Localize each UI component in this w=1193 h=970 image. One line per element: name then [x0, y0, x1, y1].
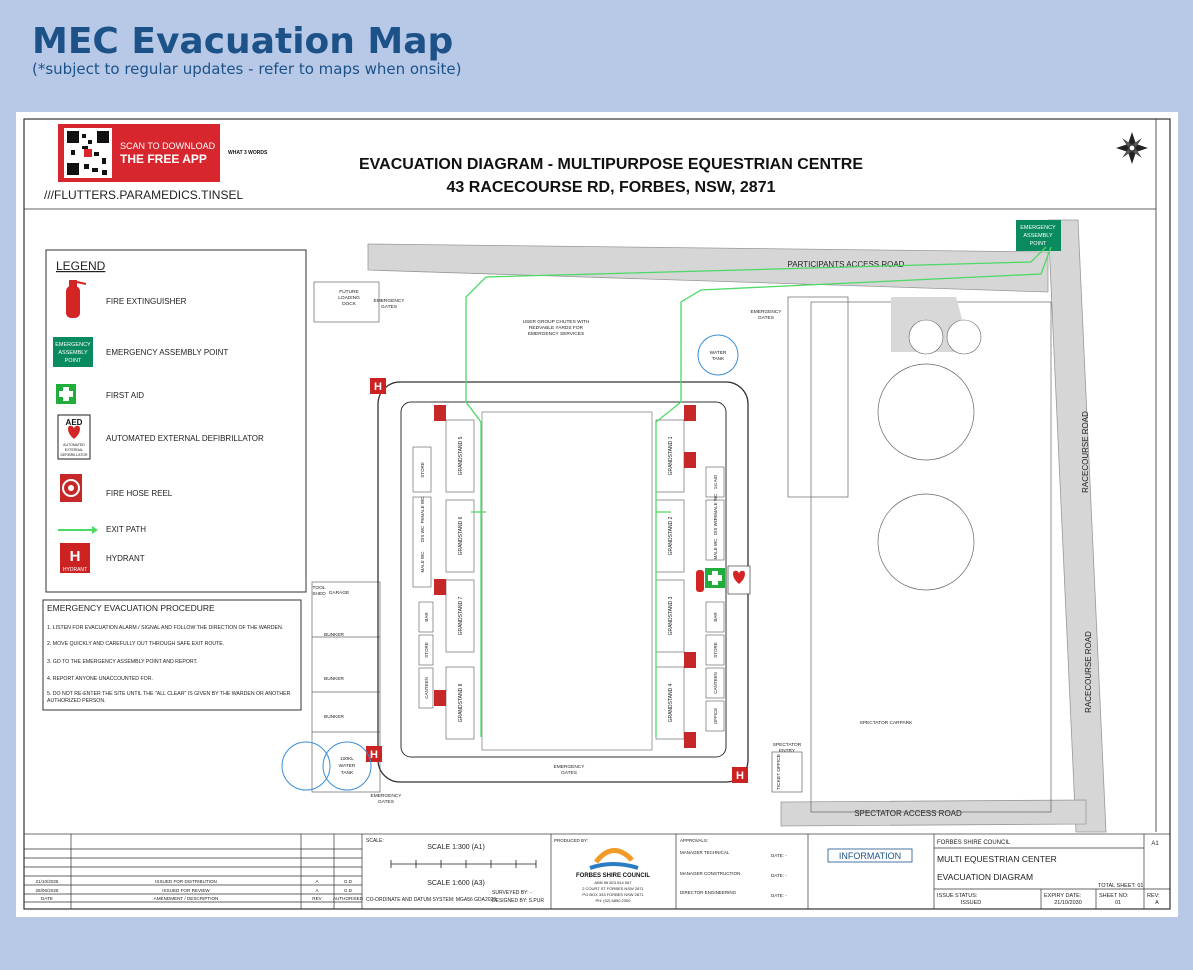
svg-text:WATER: WATER: [709, 351, 727, 356]
diagram-title: EVACUATION DIAGRAM - MULTIPURPOSE EQUESTRIAN CENTRE: [358, 156, 864, 173]
svg-text:ISSUED FOR DISTRIBUTION: ISSUED FOR DISTRIBUTION: [155, 879, 217, 884]
svg-text:AUTHORISED: AUTHORISED: [332, 896, 364, 901]
svg-text:RACECOURSE ROAD: RACECOURSE ROAD: [1084, 631, 1093, 713]
procedure-step-1: 1. LISTEN FOR EVACUATION ALARM / SIGNAL AND FOLLOW THE DIRECTION OF THE WARDEN.: [47, 625, 284, 631]
scale-bar: [391, 860, 536, 868]
arena-outer-building: [378, 382, 748, 782]
svg-text:STORE: STORE: [713, 642, 718, 658]
evacuation-map-sheet: [16, 112, 1178, 917]
map-first-aid-marker: [705, 568, 725, 588]
svg-text:AUTOMATED: AUTOMATED: [63, 443, 85, 447]
diagram-address: 43 RACECOURSE RD, FORBES, NSW, 2871: [446, 179, 776, 196]
svg-text:01: 01: [1114, 900, 1122, 906]
svg-text:STORE: STORE: [424, 642, 429, 658]
svg-text:SPECTATOR CARPARK: SPECTATOR CARPARK: [859, 721, 913, 726]
svg-text:A: A: [315, 879, 319, 884]
map-aed-marker: [728, 566, 750, 594]
svg-text:DATE: DATE: [41, 896, 53, 901]
svg-text:SPECTATOR ACCESS ROAD: SPECTATOR ACCESS ROAD: [854, 809, 962, 818]
emergency-assembly-point-icon: [53, 337, 93, 367]
racecourse-road: [1048, 220, 1106, 832]
svg-text:EMERGENCY: EMERGENCY: [55, 342, 91, 348]
legend-label-hydrant: HYDRANT: [106, 554, 145, 563]
legend-label-fire-extinguisher: FIRE EXTINGUISHER: [106, 297, 187, 306]
svg-text:CO-ORDINATE AND DATUM SYSTEM:: CO-ORDINATE AND DATUM SYSTEM: MGA56 GDA2020: [366, 897, 497, 903]
svg-text:GRANDSTAND 8: GRANDSTAND 8: [458, 683, 464, 723]
svg-text:POINT: POINT: [1029, 241, 1047, 247]
water-tank-100kl: [282, 742, 371, 790]
svg-text:H: H: [374, 381, 382, 393]
svg-text:STORE: STORE: [420, 462, 425, 478]
svg-text:AMENDMENT / DESCRIPTION: AMENDMENT / DESCRIPTION: [153, 896, 219, 901]
svg-text:ENTRY: ENTRY: [778, 749, 796, 754]
svg-text:A: A: [1155, 900, 1159, 906]
svg-text:ABN 96 823 614 067: ABN 96 823 614 067: [594, 880, 632, 885]
svg-text:EMERGENCY: EMERGENCY: [1020, 225, 1056, 231]
svg-text:DATE: -: DATE: -: [771, 893, 787, 898]
svg-text:TANK: TANK: [711, 357, 725, 362]
arena-floor: [482, 412, 652, 750]
svg-text:REDVABLE YARDS FOR: REDVABLE YARDS FOR: [528, 326, 584, 331]
svg-text:LOADING: LOADING: [338, 296, 360, 301]
svg-text:BUNKER: BUNKER: [324, 715, 344, 720]
svg-text:BUNKER: BUNKER: [324, 633, 344, 638]
svg-text:MANAGER TECHNICAL: MANAGER TECHNICAL: [680, 850, 730, 855]
svg-text:SCALE:: SCALE:: [366, 838, 384, 844]
procedure-step-4: 4. REPORT ANYONE UNACCOUNTED FOR.: [47, 676, 153, 682]
svg-text:GATES: GATES: [378, 800, 394, 805]
svg-text:FORBES SHIRE COUNCIL: FORBES SHIRE COUNCIL: [937, 840, 1011, 846]
legend-label-first-aid: FIRST AID: [106, 391, 145, 400]
svg-text:FUTURE: FUTURE: [339, 290, 359, 295]
svg-text:MANAGER CONSTRUCTION: MANAGER CONSTRUCTION: [680, 871, 741, 876]
svg-text:SURVEYED BY: -: SURVEYED BY: -: [492, 890, 532, 896]
svg-text:21/10/2030: 21/10/2030: [1054, 900, 1082, 906]
svg-text:GATES: GATES: [381, 305, 397, 310]
participants-access-road: [368, 244, 1048, 292]
svg-text:CANTEEN: CANTEEN: [424, 677, 429, 699]
svg-text:EXPIRY DATE:: EXPIRY DATE:: [1044, 893, 1082, 899]
svg-text:H: H: [736, 770, 744, 782]
svg-text:EMERGENCY: EMERGENCY: [373, 299, 405, 304]
svg-text:WATER: WATER: [338, 764, 356, 769]
svg-text:FEMALE WC: FEMALE WC: [420, 496, 425, 524]
svg-text:GRANDSTAND 1: GRANDSTAND 1: [668, 436, 674, 476]
svg-text:AED: AED: [65, 418, 83, 427]
svg-text:DIRECTOR ENGINEERING: DIRECTOR ENGINEERING: [680, 890, 737, 895]
fire-hose-reel-icon: [60, 474, 82, 502]
svg-text:TOTAL SHEET: 01: TOTAL SHEET: 01: [1098, 883, 1144, 889]
svg-text:DATE: -: DATE: -: [771, 873, 787, 878]
emergency-assembly-point-marker[interactable]: [1016, 220, 1061, 251]
svg-text:MALE WC: MALE WC: [713, 538, 718, 560]
svg-text:A1: A1: [1151, 841, 1159, 847]
svg-text:MULTI EQUESTRIAN CENTER: MULTI EQUESTRIAN CENTER: [937, 854, 1057, 864]
svg-text:GATES: GATES: [758, 316, 774, 321]
svg-text:GRANDSTAND 2: GRANDSTAND 2: [668, 516, 674, 556]
legend-label-fire-hose-reel: FIRE HOSE REEL: [106, 489, 173, 498]
svg-text:SPECTATOR: SPECTATOR: [772, 743, 802, 748]
spectator-access-road: [781, 800, 1086, 826]
svg-text:REV: REV: [312, 896, 322, 901]
svg-text:OFFICE: OFFICE: [713, 707, 718, 725]
svg-text:PARTICIPANTS ACCESS ROAD: PARTICIPANTS ACCESS ROAD: [787, 260, 905, 269]
svg-text:PRODUCED BY:: PRODUCED BY:: [554, 838, 589, 843]
procedure-step-2: 2. MOVE QUICKLY AND CAREFULLY OUT THROUGH SAFE EXIT ROUTE.: [47, 641, 225, 647]
procedure-step-5: 5. DO NOT RE-ENTER THE SITE UNTIL THE "ALL CLEAR" IS GIVEN BY THE WARDEN OR ANOTHER: [47, 691, 291, 697]
qr-line-2: THE FREE APP: [120, 152, 207, 166]
svg-text:TANK: TANK: [340, 771, 354, 776]
svg-text:BAR: BAR: [424, 612, 429, 622]
page-title: MEC Evacuation Map: [32, 21, 454, 62]
procedure-step-5-cont: AUTHORIZED PERSON.: [47, 698, 106, 704]
svg-text:H: H: [69, 548, 81, 565]
svg-text:USER GROUP CHUTES WITH: USER GROUP CHUTES WITH: [522, 320, 590, 325]
svg-text:DIS WC: DIS WC: [713, 518, 718, 536]
svg-text:ASSEMBLY: ASSEMBLY: [1023, 233, 1053, 239]
svg-text:EVACUATION DIAGRAM: EVACUATION DIAGRAM: [937, 872, 1034, 882]
svg-text:PH: (02) 6850 2300: PH: (02) 6850 2300: [595, 898, 631, 903]
what3words-address: ///FLUTTERS.PARAMEDICS.TINSEL: [44, 188, 244, 202]
svg-text:SHED: SHED: [312, 592, 326, 597]
svg-text:GRANDSTAND 4: GRANDSTAND 4: [668, 683, 674, 723]
aed-icon: [58, 415, 90, 459]
svg-text:EMERGENCY SERVICES: EMERGENCY SERVICES: [527, 332, 585, 337]
svg-text:POINT: POINT: [64, 358, 82, 364]
svg-text:SCALE 1:300 (A1): SCALE 1:300 (A1): [427, 844, 485, 851]
water-tank: [698, 335, 738, 375]
svg-text:DATE: -: DATE: -: [771, 853, 787, 858]
svg-text:TOOL: TOOL: [312, 586, 326, 591]
first-aid-icon: [56, 384, 76, 404]
svg-text:HYDRANT: HYDRANT: [62, 567, 88, 573]
svg-text:2 COURT ST FORBES NSW 2871: 2 COURT ST FORBES NSW 2871: [582, 886, 644, 891]
svg-text:GRANDSTAND 3: GRANDSTAND 3: [668, 596, 674, 636]
svg-text:ISSUE STATUS:: ISSUE STATUS:: [937, 893, 978, 899]
svg-text:MALE WC: MALE WC: [420, 551, 425, 573]
svg-text:APPROVALS:: APPROVALS:: [680, 838, 709, 843]
svg-text:G.D: G.D: [343, 879, 353, 884]
svg-text:GRANDSTAND 5: GRANDSTAND 5: [458, 436, 464, 476]
hydrant-icon: [60, 543, 90, 573]
svg-text:DEFIBRILLATOR: DEFIBRILLATOR: [60, 453, 88, 457]
svg-text:BUNKER: BUNKER: [324, 677, 344, 682]
legend-label-exit-path: EXIT PATH: [106, 525, 147, 534]
svg-text:1st AID: 1st AID: [713, 474, 718, 490]
svg-text:H: H: [370, 749, 378, 761]
svg-text:ISSUED FOR REVIEW: ISSUED FOR REVIEW: [162, 888, 210, 893]
svg-text:FEMALE WC: FEMALE WC: [713, 493, 718, 521]
svg-text:21/10/2025: 21/10/2025: [35, 879, 59, 884]
information-label: INFORMATION: [838, 851, 902, 861]
page-subtitle: (*subject to regular updates - refer to maps when onsite): [32, 60, 462, 78]
procedure-title: EMERGENCY EVACUATION PROCEDURE: [47, 603, 215, 613]
svg-text:PO BOX 333 FORBES NSW 2871: PO BOX 333 FORBES NSW 2871: [582, 892, 644, 897]
council-logo-icon: [590, 850, 638, 868]
svg-text:GATES: GATES: [561, 771, 577, 776]
header: [32, 20, 461, 78]
svg-text:CANTEEN: CANTEEN: [713, 672, 718, 694]
legend-label-assembly-point: EMERGENCY ASSEMBLY POINT: [106, 348, 229, 357]
what3words-label: WHAT 3 WORDS: [228, 150, 268, 156]
svg-text:EMERGENCY: EMERGENCY: [553, 765, 585, 770]
legend-title: LEGEND: [56, 259, 106, 273]
svg-text:SHEET NO:: SHEET NO:: [1099, 893, 1129, 899]
svg-text:RACECOURSE ROAD: RACECOURSE ROAD: [1081, 411, 1090, 493]
svg-text:EMERGENCY: EMERGENCY: [370, 794, 402, 799]
qr-line-1: SCAN TO DOWNLOAD: [120, 141, 216, 151]
svg-text:100KL: 100KL: [340, 757, 354, 762]
svg-text:DIS WC: DIS WC: [420, 525, 425, 543]
svg-text:SCALE 1:600 (A3): SCALE 1:600 (A3): [427, 880, 485, 887]
svg-text:BAR: BAR: [713, 612, 718, 622]
procedure-step-3: 3. GO TO THE EMERGENCY ASSEMBLY POINT AND REPORT.: [47, 659, 198, 665]
svg-text:EXTERNAL: EXTERNAL: [64, 448, 84, 452]
svg-text:28/06/2025: 28/06/2025: [35, 888, 59, 893]
evacuation-plan: [16, 112, 1178, 917]
svg-text:GRANDSTAND 7: GRANDSTAND 7: [458, 596, 464, 636]
svg-text:TICKET OFFICE: TICKET OFFICE: [777, 754, 782, 790]
council-name: FORBES SHIRE COUNCIL: [575, 873, 651, 879]
svg-text:EMERGENCY: EMERGENCY: [750, 310, 782, 315]
svg-text:A: A: [315, 888, 319, 893]
svg-text:ASSEMBLY: ASSEMBLY: [58, 350, 88, 356]
svg-text:DESIGNED BY: S.PUR: DESIGNED BY: S.PUR: [492, 898, 544, 904]
svg-text:DOCK: DOCK: [342, 302, 356, 307]
qr-download-badge[interactable]: [58, 124, 220, 182]
svg-text:REV:: REV:: [1147, 893, 1160, 899]
north-arrow-icon: [1116, 132, 1148, 164]
svg-text:G.D: G.D: [343, 888, 353, 893]
svg-text:GARAGE: GARAGE: [328, 591, 350, 596]
svg-text:GRANDSTAND 6: GRANDSTAND 6: [458, 516, 464, 556]
map-fire-extinguisher-marker: [696, 570, 704, 592]
svg-text:ISSUED: ISSUED: [960, 900, 982, 906]
legend-label-aed: AUTOMATED EXTERNAL DEFIBRILLATOR: [106, 434, 264, 443]
